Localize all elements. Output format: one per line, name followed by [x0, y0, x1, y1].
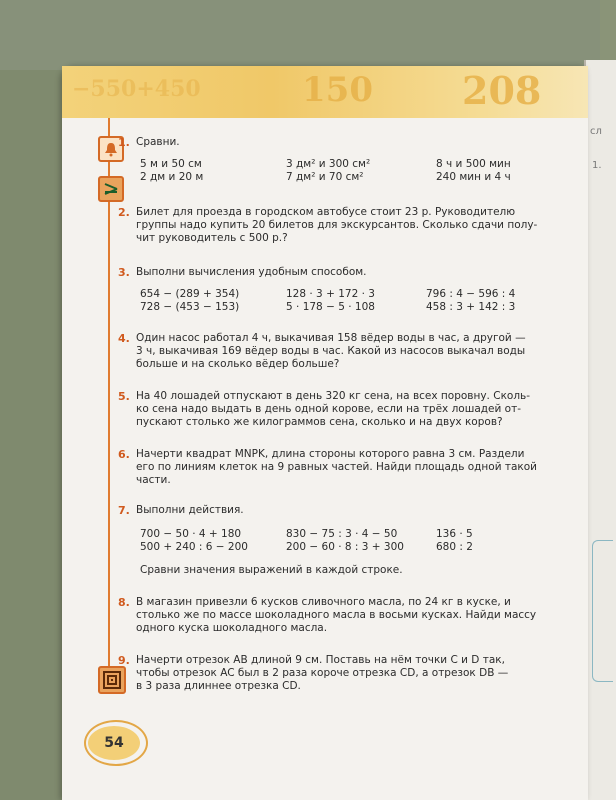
banner-deco-left: −550+450 [72, 76, 201, 102]
margin-line [108, 118, 110, 693]
task-9 [118, 654, 576, 693]
task-number: 2. [118, 206, 130, 219]
task-note: Сравни значения выражений в каждой строке. [140, 564, 403, 576]
expr: 500 + 240 : 6 − 200 [140, 541, 248, 553]
expr: 128 · 3 + 172 · 3 [286, 288, 375, 300]
task-line: ко сена надо выдать в день одной корове, если на трёх лошадей от- [136, 403, 521, 415]
task-number: 5. [118, 390, 130, 403]
task-2 [118, 206, 576, 245]
expr: 680 : 2 [436, 541, 473, 553]
task-line: его по линиям клеток на 9 равных частей. Найди площадь одной такой [136, 461, 537, 473]
task-number: 4. [118, 332, 130, 345]
page-banner [62, 66, 588, 118]
task-text: Выполни действия. [136, 504, 244, 516]
task-line: чтобы отрезок AC был в 2 раза короче отрезка CD, а отрезок DB — [136, 667, 509, 679]
task-line: В магазин привезли 6 кусков сливочного масла, по 24 кг в куске, и [136, 596, 511, 608]
task-line: чит руководитель с 500 р.? [136, 232, 288, 244]
expr: 830 − 75 : 3 · 4 − 50 [286, 528, 398, 540]
right-page-mark: 1. [592, 160, 602, 171]
expr: 5 м и 50 см [140, 158, 202, 170]
expr: 654 − (289 + 354) [140, 288, 240, 300]
expr: 240 мин и 4 ч [436, 171, 511, 183]
task-number: 9. [118, 654, 130, 667]
task-5 [118, 390, 576, 429]
expr: 5 · 178 − 5 · 108 [286, 301, 375, 313]
task-line: столько же по массе шоколадного масла в восьми кусках. Найди массу [136, 609, 537, 621]
task-line: в 3 раза длиннее отрезка CD. [136, 680, 301, 692]
table-surface-top [0, 0, 600, 70]
task-6 [118, 448, 576, 487]
expr: 728 − (453 − 153) [140, 301, 240, 313]
expr: 8 ч и 500 мин [436, 158, 511, 170]
task-line: одного куска шоколадного масла. [136, 622, 328, 634]
expr: 3 дм² и 300 см² [286, 158, 371, 170]
right-page-frame [592, 540, 613, 682]
expr: 200 − 60 · 8 : 3 + 300 [286, 541, 404, 553]
task-line: 3 ч, выкачивая 169 вёдер воды в час. Какой из насосов выкачал воды [136, 345, 526, 357]
task-text: Выполни вычисления удобным способом. [136, 266, 367, 278]
task-number: 3. [118, 266, 130, 279]
task-line: больше и на сколько вёдер больше? [136, 358, 340, 370]
task-3 [118, 266, 576, 313]
textbook-page [62, 66, 588, 800]
task-line: части. [136, 474, 171, 486]
task-number: 1. [118, 136, 130, 149]
right-page-edge [584, 60, 616, 800]
expr: 458 : 3 + 142 : 3 [426, 301, 516, 313]
task-number: 6. [118, 448, 130, 461]
task-line: На 40 лошадей отпускают в день 320 кг сена, на всех поровну. Сколь- [136, 390, 531, 402]
banner-deco-mid: 150 [302, 70, 373, 110]
task-line: Начерти квадрат MNPK, длина стороны которого равна 3 см. Раздели [136, 448, 525, 460]
banner-deco-right: 208 [462, 68, 542, 113]
expr: 796 : 4 − 596 : 4 [426, 288, 516, 300]
task-1 [118, 136, 576, 183]
task-line: Один насос работал 4 ч, выкачивая 158 вёдер воды в час, а другой — [136, 332, 526, 344]
task-number: 8. [118, 596, 130, 609]
expr: 7 дм² и 70 см² [286, 171, 364, 183]
task-line: Начерти отрезок AB длиной 9 см. Поставь на нём точки C и D так, [136, 654, 505, 666]
task-text: Сравни. [136, 136, 180, 148]
expr: 2 дм и 20 м [140, 171, 204, 183]
task-line: группы надо купить 20 билетов для экскурсантов. Сколько сдачи полу- [136, 219, 538, 231]
scissors-icon [98, 176, 124, 202]
task-7 [118, 504, 576, 576]
table-surface [0, 0, 70, 800]
task-number: 7. [118, 504, 130, 517]
expr: 136 · 5 [436, 528, 473, 540]
maze-icon [98, 666, 126, 694]
task-8 [118, 596, 576, 635]
right-page-mark: сл [590, 126, 602, 137]
task-line: Билет для проезда в городском автобусе стоит 23 р. Руководителю [136, 206, 516, 218]
task-line: пускают столько же килограммов сена, сколько и на двух коров? [136, 416, 503, 428]
page-number: 54 [88, 726, 140, 760]
expr: 700 − 50 · 4 + 180 [140, 528, 242, 540]
task-4 [118, 332, 576, 371]
